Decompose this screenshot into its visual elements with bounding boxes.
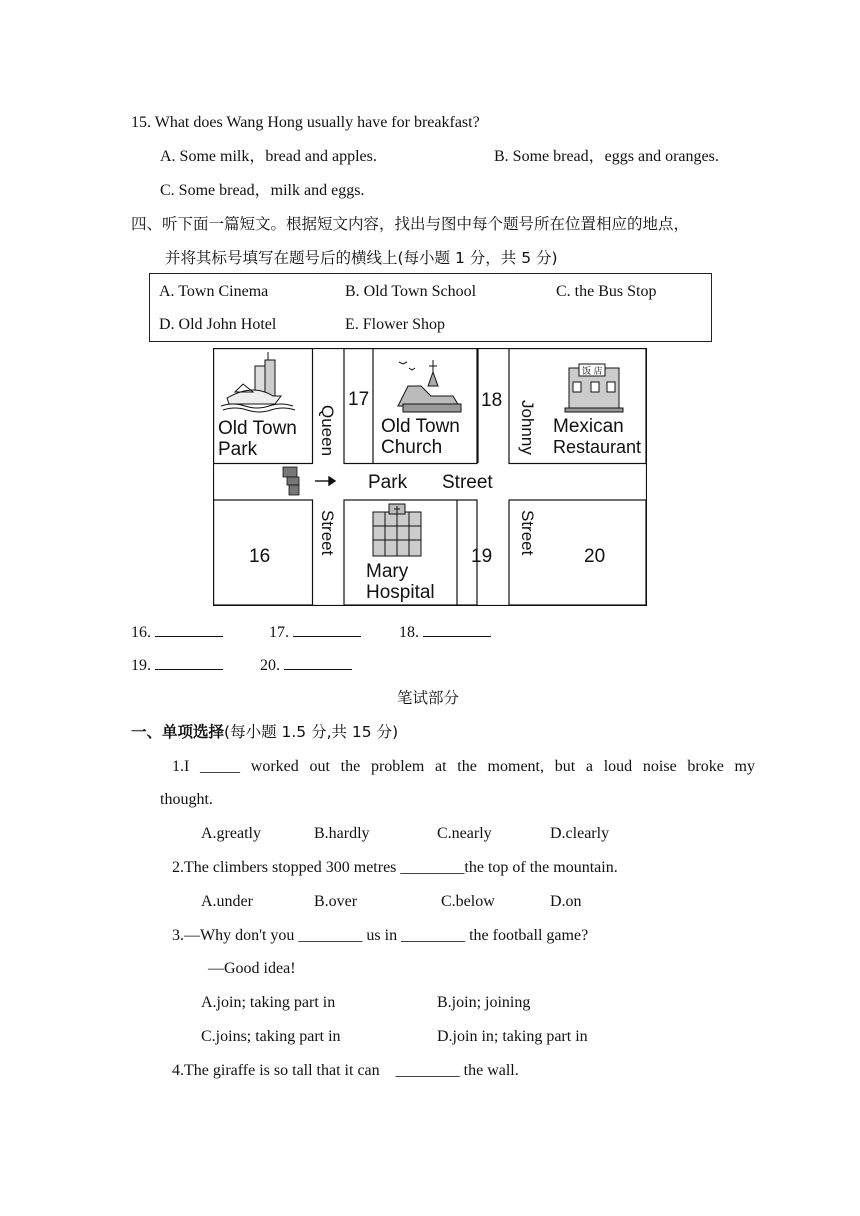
street-map	[213, 348, 647, 606]
johnny-street-label: Johnny	[518, 400, 537, 455]
answer-19	[131, 655, 223, 676]
park-label-1: Old Town	[218, 418, 297, 439]
q15-option-b: B. Some bread，eggs and oranges.	[494, 148, 719, 165]
church-label-2: Church	[381, 437, 443, 458]
q2-option-a: A.under	[201, 893, 253, 910]
queen-street-suffix: Street	[318, 510, 337, 556]
answer-18	[399, 622, 491, 643]
answer-20-number: 20.	[260, 657, 280, 674]
answer-17-blank[interactable]	[293, 622, 361, 637]
q1-stem-line1: 1.I _____ worked out the problem at the moment, but a loud noise broke my	[172, 758, 755, 775]
section4-instruction-2: 并将其标号填写在题号后的横线上(每小题 1 分，共 5 分)	[165, 249, 558, 267]
written-part-heading: 笔试部分	[397, 689, 460, 707]
q2-stem: 2.The climbers stopped 300 metres ________the top of the mountain.	[172, 859, 618, 876]
church-label-1: Old Town	[381, 416, 460, 437]
option-e: E. Flower Shop	[345, 316, 445, 333]
hospital-picture	[373, 504, 421, 556]
q2-option-b: B.over	[314, 893, 358, 910]
restaurant-label-1: Mexican	[553, 416, 624, 437]
map-number-18: 18	[481, 390, 503, 411]
part1-heading	[131, 722, 398, 743]
section4-instruction-1: 四、听下面一篇短文。根据短文内容，找出与图中每个题号所在位置相应的地点，	[131, 215, 690, 233]
map-number-16: 16	[249, 546, 271, 567]
q1-option-a: A.greatly	[201, 825, 261, 842]
answer-20-blank[interactable]	[284, 655, 352, 670]
q4-stem: 4.The giraffe is so tall that it can ________ the wall.	[172, 1062, 519, 1079]
map-number-20: 20	[584, 546, 606, 567]
q1-option-b: B.hardly	[314, 825, 370, 842]
park-label-2: Park	[218, 439, 258, 460]
hospital-label-2: Hospital	[366, 582, 435, 603]
q3-option-d: D.join in; taking part in	[437, 1028, 588, 1045]
q15-option-c: C. Some bread，milk and eggs.	[160, 182, 365, 199]
part1-note: (每小题 1.5 分,共 15 分)	[224, 723, 399, 741]
option-b: B. Old Town School	[345, 283, 477, 300]
answer-19-blank[interactable]	[155, 655, 223, 670]
hospital-label-1: Mary	[366, 561, 409, 582]
answer-20	[260, 655, 352, 676]
q3-reply: —Good idea!	[208, 960, 296, 977]
options-box	[149, 273, 712, 342]
part1-title: 一、单项选择	[131, 723, 225, 741]
q3-option-a: A.join; taking part in	[201, 994, 336, 1011]
q15-question: 15. What does Wang Hong usually have for breakfast?	[131, 114, 480, 131]
q3-stem: 3.—Why don't you ________ us in ________ the football game?	[172, 927, 589, 944]
option-a: A. Town Cinema	[159, 283, 269, 300]
restaurant-label-2: Restaurant	[553, 437, 642, 457]
queen-street-label: Queen	[318, 405, 337, 457]
answer-16-number: 16.	[131, 624, 151, 641]
q1-option-d: D.clearly	[550, 825, 610, 842]
park-street-label-1: Park	[368, 472, 408, 493]
map-number-19: 19	[471, 546, 493, 567]
answer-17-number: 17.	[269, 624, 289, 641]
option-d: D. Old John Hotel	[159, 316, 277, 333]
answer-16	[131, 622, 223, 643]
map-number-17: 17	[348, 389, 370, 410]
q2-option-c: C.below	[441, 893, 495, 910]
hotel-sign: 饭 店	[582, 366, 603, 376]
q3-option-b: B.join; joining	[437, 994, 531, 1011]
q15-option-a: A. Some milk，bread and apples.	[160, 148, 377, 165]
answer-18-blank[interactable]	[423, 622, 491, 637]
answer-18-number: 18.	[399, 624, 419, 641]
answer-19-number: 19.	[131, 657, 151, 674]
q3-option-c: C.joins; taking part in	[201, 1028, 341, 1045]
q2-option-d: D.on	[550, 893, 582, 910]
park-street-label-2: Street	[442, 472, 493, 493]
q1-option-c: C.nearly	[437, 825, 492, 842]
answer-16-blank[interactable]	[155, 622, 223, 637]
johnny-street-suffix: Street	[518, 510, 537, 556]
q1-stem-line2: thought.	[160, 791, 213, 808]
answer-17	[269, 622, 361, 643]
option-c: C. the Bus Stop	[556, 283, 657, 300]
